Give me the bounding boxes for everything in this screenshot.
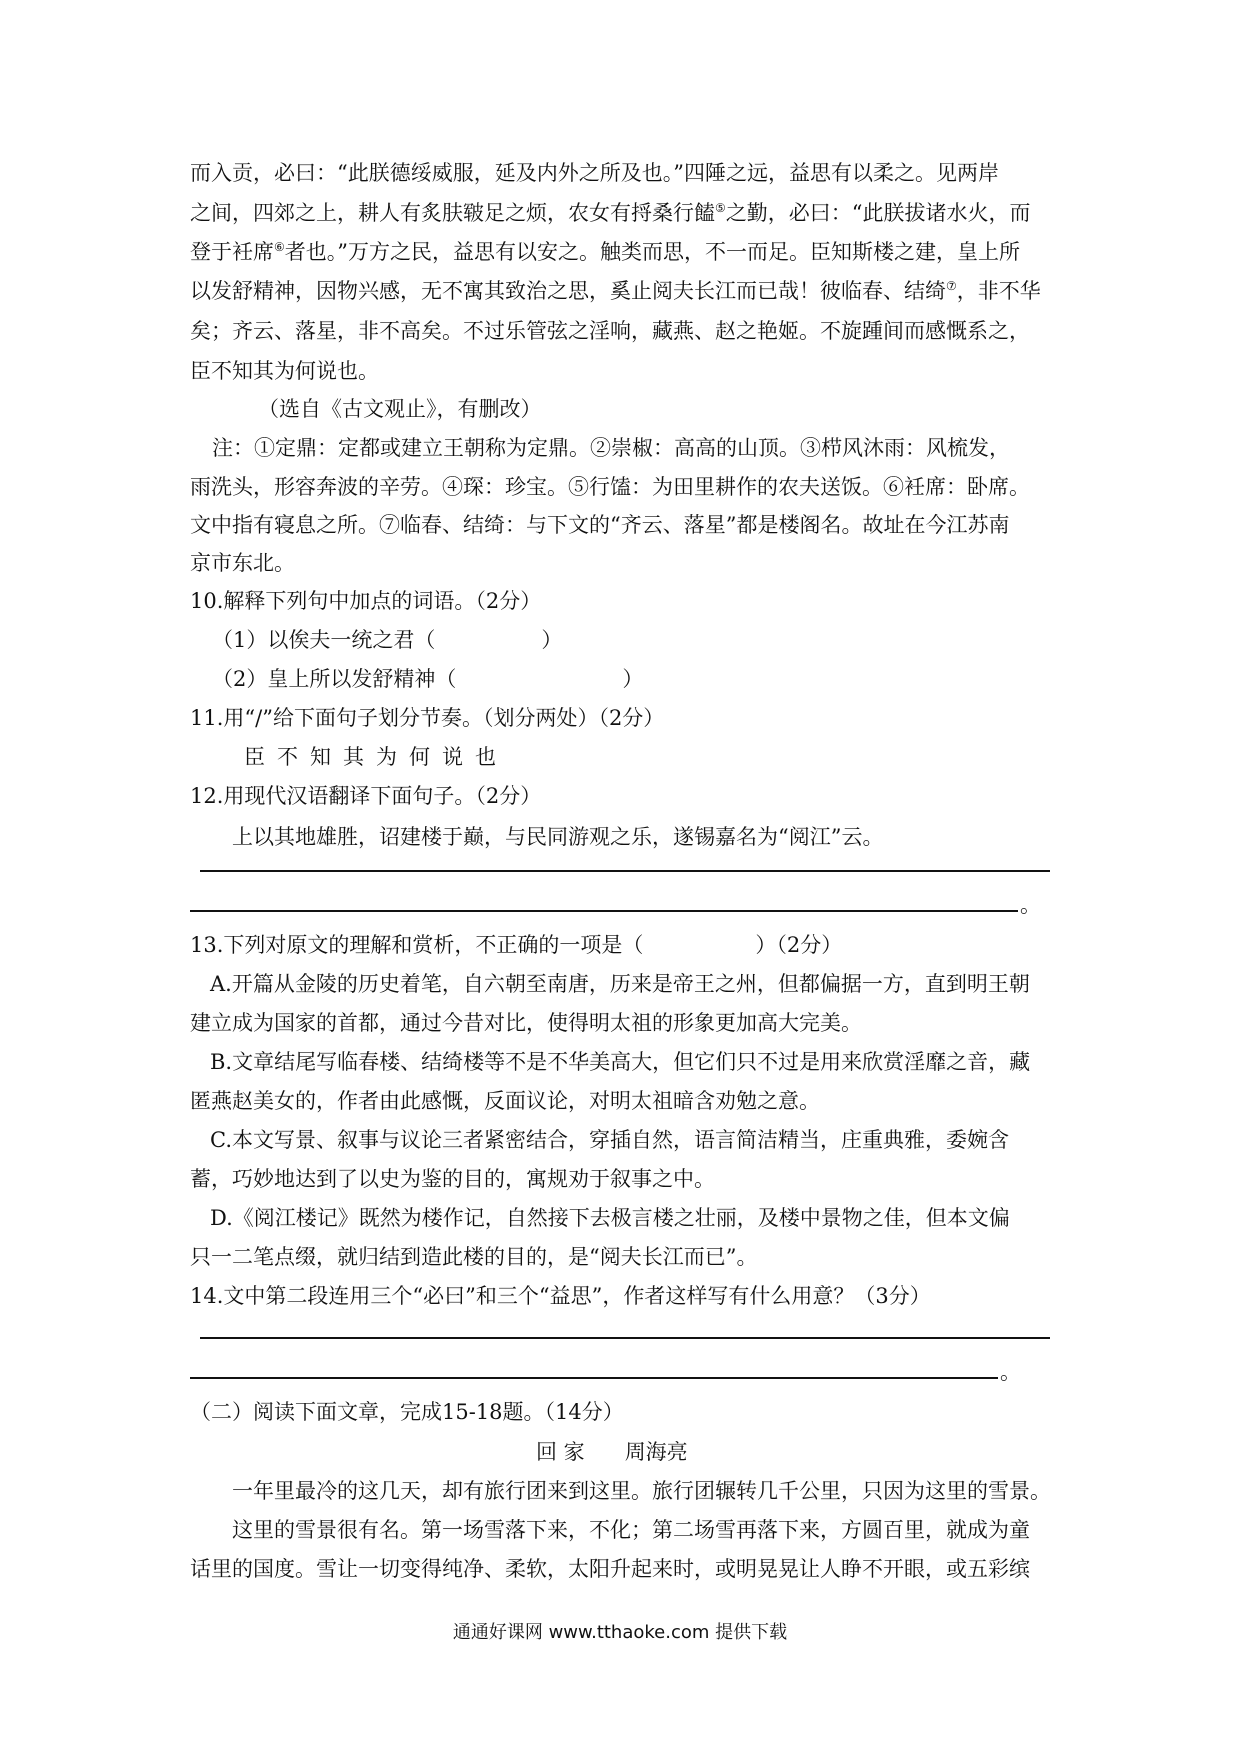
- question-10-title: 10.解释下列句中加点的词语。（2分）: [190, 589, 542, 613]
- option-d-continued: 只一二笔点缀，就归结到造此楼的目的，是“阅夫长江而已”。: [190, 1245, 758, 1269]
- note-marker: ⑦: [946, 279, 957, 293]
- option-b[interactable]: B.文章结尾写临春楼、结绮楼等不是不华美高大，但它们只不过是用来欣赏淫靡之音，藏: [210, 1050, 1031, 1074]
- question-12-title: 12.用现代汉语翻译下面句子。（2分）: [190, 784, 542, 808]
- note-marker: ⑤: [715, 201, 726, 215]
- article-paragraph: 一年里最冷的这几天，却有旅行团来到这里。旅行团辗转几千公里，只因为这里的雪景。: [232, 1479, 1051, 1503]
- note-marker: ⑥: [274, 240, 285, 254]
- passage-line: 登于衽席⑥者也。”万方之民，益思有以安之。触类而思，不一而足。臣知斯楼之建，皇上所: [190, 240, 1020, 264]
- end-mark: 。: [1000, 1360, 1021, 1384]
- answer-line[interactable]: [190, 910, 1018, 912]
- page-footer: 通通好课网 www.tthaoke.com 提供下载: [452, 1622, 788, 1643]
- end-mark: 。: [1020, 893, 1041, 917]
- answer-line[interactable]: [200, 1337, 1050, 1339]
- passage-line: 而入贡，必曰：“此朕德绥威服，延及内外之所及也。”四陲之远，益思有以柔之。见两岸: [190, 161, 999, 185]
- question-10-item-1: （1）以俟夫一统之君（ ）: [212, 628, 563, 652]
- passage-line: 臣不知其为何说也。: [190, 359, 379, 383]
- option-c-continued: 蓄，巧妙地达到了以史为鉴的目的，寓规劝于叙事之中。: [190, 1167, 715, 1191]
- option-a[interactable]: A.开篇从金陵的历史着笔，自六朝至南唐，历来是帝王之州，但都偏据一方，直到明王朝: [210, 972, 1030, 996]
- question-10-item-2: （2）皇上所以发舒精神（ ）: [212, 667, 644, 691]
- question-11-sentence: 臣不知其为何说也: [244, 745, 508, 769]
- question-13-title: 13.下列对原文的理解和赏析，不正确的一项是（ ）（2分）: [190, 933, 843, 957]
- passage-line: 之间，四郊之上，耕人有炙肤皲足之烦，农女有捋桑行饁⑤之勤，必曰：“此朕拔诸水火，而: [190, 201, 1031, 225]
- question-12-sentence: 上以其地雄胜，诏建楼于巅，与民同游观之乐，遂锡嘉名为“阅江”云。: [232, 825, 884, 849]
- option-d[interactable]: D.《阅江楼记》既然为楼作记，自然接下去极言楼之壮丽，及楼中景物之佳，但本文偏: [210, 1206, 1010, 1230]
- answer-line[interactable]: [200, 870, 1050, 872]
- question-11-title: 11.用“/”给下面句子划分节奏。（划分两处）（2分）: [190, 706, 665, 730]
- option-c[interactable]: C.本文写景、叙事与议论三者紧密结合，穿插自然，语言简洁精当，庄重典雅，委婉含: [210, 1128, 1009, 1152]
- footnote-line: 文中指有寝息之所。⑦临春、结绮：与下文的“齐云、落星”都是楼阁名。故址在今江苏南: [190, 513, 1010, 537]
- footnote-line: 雨洗头，形容奔波的辛劳。④琛：珍宝。⑤行馌：为田里耕作的农夫送饭。⑥衽席：卧席。: [190, 475, 1030, 499]
- passage-line: 矣；齐云、落星，非不高矣。不过乐管弦之淫响，藏燕、赵之艳姬。不旋踵间而感慨系之，: [190, 319, 1030, 343]
- article-title: 回 家 周海亮: [536, 1440, 688, 1464]
- option-a-continued: 建立成为国家的首都，通过今昔对比，使得明太祖的形象更加高大完美。: [190, 1011, 862, 1035]
- option-b-continued: 匿燕赵美女的，作者由此感慨，反面议论，对明太祖暗含劝勉之意。: [190, 1089, 820, 1113]
- answer-line[interactable]: [190, 1377, 998, 1379]
- footnote-line: 注：①定鼎：定都或建立王朝称为定鼎。②崇椒：高高的山顶。③栉风沐雨：风梳发，: [212, 436, 1010, 460]
- section-heading: （二）阅读下面文章，完成15-18题。（14分）: [190, 1400, 624, 1424]
- article-author: 周海亮: [624, 1440, 688, 1464]
- article-paragraph: 这里的雪景很有名。第一场雪落下来，不化；第二场雪再落下来，方圆百里，就成为童: [232, 1518, 1030, 1542]
- passage-line: 以发舒精神，因物兴感，无不寓其致治之思，奚止阅夫长江而已哉！彼临春、结绮⑦，非不华: [190, 279, 1041, 303]
- source-note: （选自《古文观止》，有删改）: [258, 397, 542, 421]
- question-14-title: 14.文中第二段连用三个“必曰”和三个“益思”，作者这样写有什么用意？（3分）: [190, 1284, 931, 1308]
- footnote-line: 京市东北。: [190, 551, 295, 575]
- article-paragraph: 话里的国度。雪让一切变得纯净、柔软，太阳升起来时，或明晃晃让人睁不开眼，或五彩缤: [190, 1557, 1030, 1581]
